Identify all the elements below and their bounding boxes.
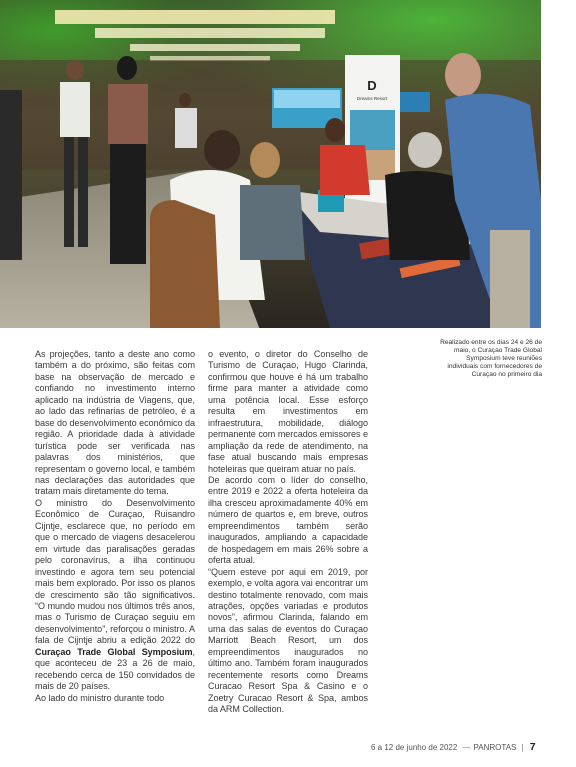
page-footer <box>371 741 536 753</box>
article-column-1 <box>35 349 195 704</box>
issue-date: 6 a 12 de junho de 2022 <box>371 743 458 752</box>
page-number: 7 <box>529 741 536 753</box>
publication-name: PANROTAS <box>473 743 517 752</box>
paragraph <box>35 498 195 693</box>
footer-separator: — <box>462 743 471 752</box>
svg-text:D: D <box>367 78 377 93</box>
paragraph-text: O ministro do Desenvolvimento Econômico de Curaçao, Ruisandro Cijntje, esclarece que, no período em que o mercado de viagens desacelerou em virtude das paralisações geradas pelo coronavírus, a ilha continuou investindo e agora tem seu potencial mais bem explorado. Por isso os planos de crescimento são tão significativos. “O mundo mudou nos últimos três anos, mas o Turismo de Curaçao seguiu em desenvolvimento”, reforçou o ministro. A fala de Cijntje abriu a edição 2022 do <box>35 497 195 646</box>
paragraph: o evento, o diretor do Conselho de Turismo de Curaçao, Hugo Clarinda, confirmou que houve é há um trabalho firme para manter a atividade como uma potência local. Esse esforço resulta em investimentos em infraestrutura, mobilidade, diálogo permanente com mercados emissores e ampliação da rede de atendimento, na fase atual buscando mais empresas hoteleiras que queiram atuar no país. <box>208 349 368 474</box>
paragraph: De acordo com o líder do conselho, entre 2019 e 2022 a oferta hoteleira da ilha cresceu aproximadamente 40% em número de quartos e, em breve, outros empreendimentos também serão inaugurados, ampliando a capacidade de hospedagem em mais 26% sobre a oferta atual. <box>208 474 368 566</box>
paragraph: “Quem esteve por aqui em 2019, por exemplo, e volta agora vai encontrar um destino totalmente renovado, com mais atrações, opções variadas e produtos novos”, afirmou Clarinda, falando em uma das salas de eventos do Curaçao Marriott Beach Resort, um dos empreendimentos inaugurados no último ano. Também foram inaugurados recentemente resorts como Dreams Curacao Resort Spa & Casino e o Zoetry Curacao Resort & Spa, ambos da ARM Collection. <box>208 566 368 715</box>
footer-divider: | <box>521 743 524 752</box>
paragraph: As projeções, tanto a deste ano como também a do próximo, são feitas com base na observação de mercado e confiando no investimento interno aplicado na indústria de Viagens, que, ao lado das refinarias de petróleo, é a base do desenvolvimento econômico da região. A prioridade dada à atividade turística pode ser verificada nas palavras dos ministérios, que representam o governo local, e também nas declarações das autoridades que tratam mais diretamente do tema. <box>35 349 195 497</box>
svg-text:Dreams Resort: Dreams Resort <box>356 96 388 101</box>
article-column-2 <box>208 349 368 716</box>
event-photo <box>0 0 541 328</box>
paragraph-text: , que aconteceu de 23 a 26 de maio, recebendo cerca de 150 convidados de mais de 20 países. <box>35 646 195 692</box>
paragraph: Ao lado do ministro durante todo <box>35 692 165 703</box>
event-name: Curaçao Trade Global Symposium <box>35 646 193 657</box>
photo-caption: Realizado entre os dias 24 e 26 de maio, o Curaçao Trade Global Symposium teve reuniões individuais com fornecedores de Curaçao no primeiro dia <box>440 339 542 378</box>
